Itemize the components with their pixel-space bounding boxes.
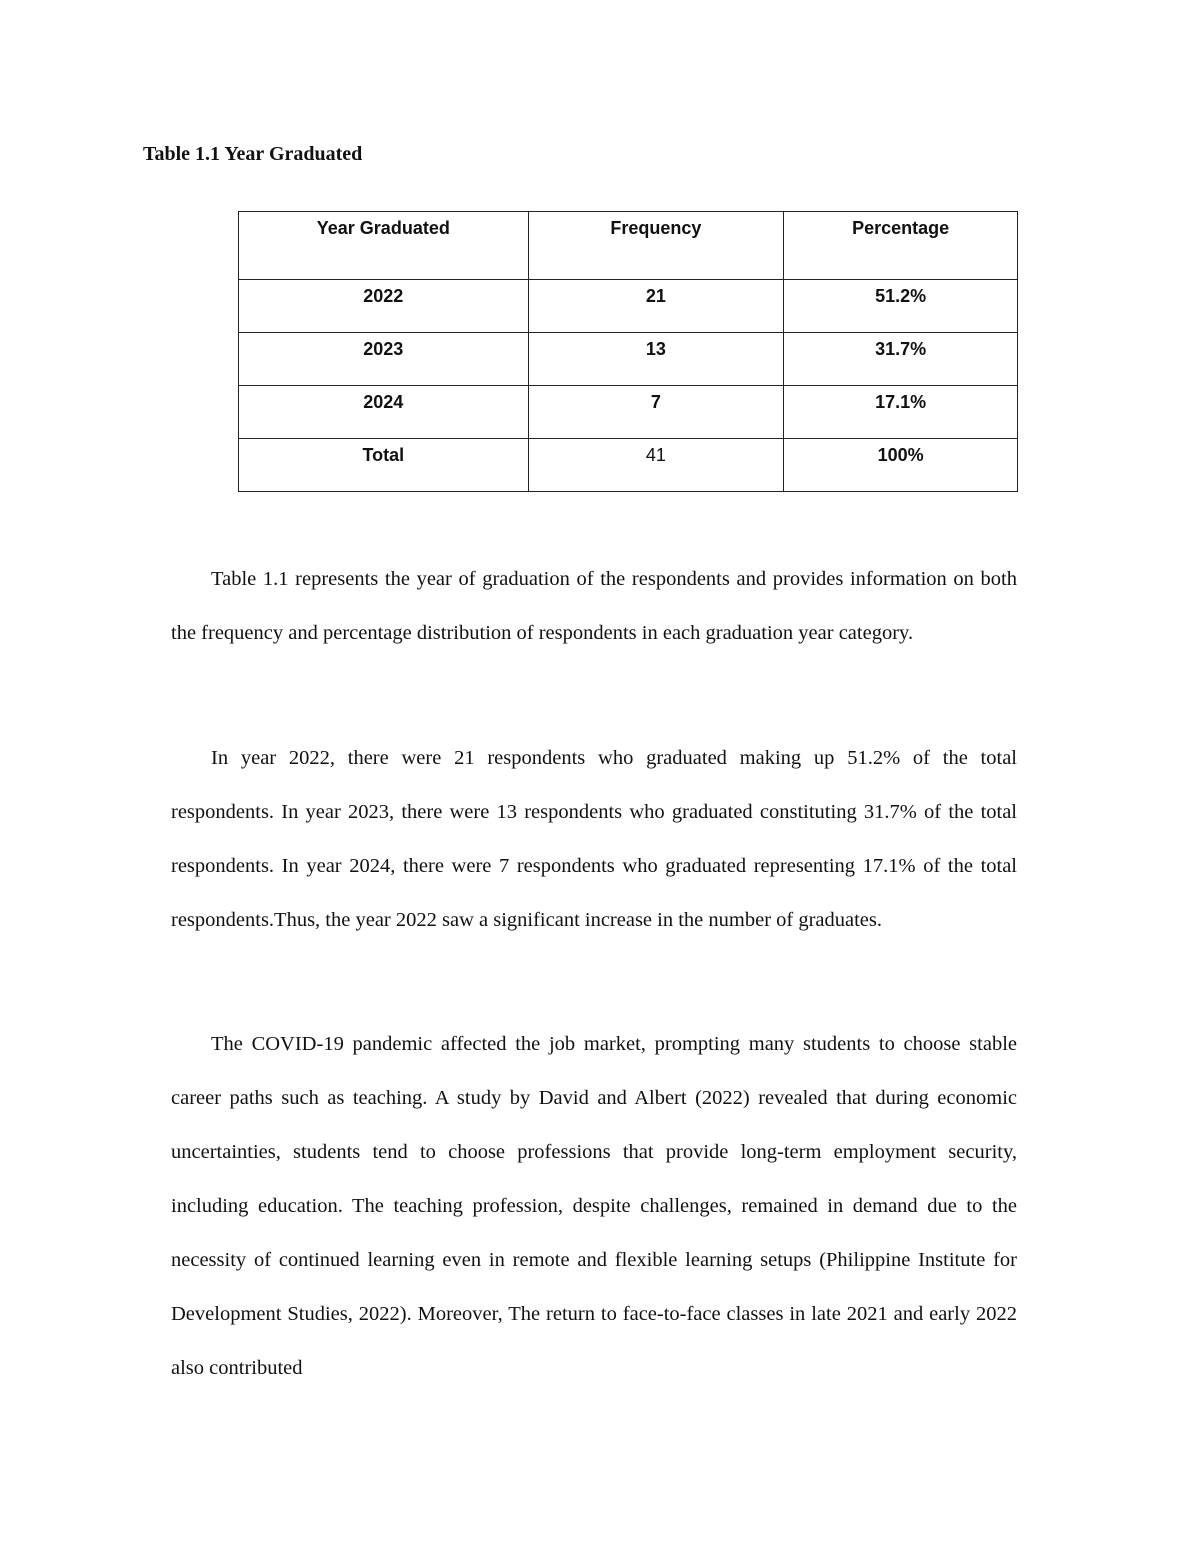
paragraph-yearly-breakdown: In year 2022, there were 21 respondents who graduated making up 51.2% of the total respondents. In year 2023, there were 13 respondents who graduated constituting 31.7% of the total respondents. In year 2024, there were 7 respondents who graduated representing 17.1% of the total respondents.Thus, the year 2022 saw a significant increase in the number of graduates. xyxy=(171,747,1017,931)
cell-year: 2023 xyxy=(239,333,529,386)
cell-percentage: 31.7% xyxy=(784,333,1018,386)
table-row xyxy=(239,280,1018,333)
cell-frequency: 7 xyxy=(528,386,784,439)
cell-total-percentage: 100% xyxy=(784,439,1018,492)
cell-total-label: Total xyxy=(239,439,529,492)
table-title: Table 1.1 Year Graduated xyxy=(143,143,363,165)
cell-percentage: 51.2% xyxy=(784,280,1018,333)
header-year-graduated: Year Graduated xyxy=(239,212,529,280)
cell-frequency: 21 xyxy=(528,280,784,333)
table-row xyxy=(239,333,1018,386)
paragraph-covid-context: The COVID-19 pandemic affected the job market, prompting many students to choose stable career paths such as teaching. A study by David and Albert (2022) revealed that during economic uncertainties, students tend to choose professions that provide long-term employment security, including education. The teaching profession, despite challenges, remained in demand due to the necessity of continued learning even in remote and flexible learning setups (Philippine Institute for Development Studies, 2022). Moreover, The return to face-to-face classes in late 2021 and early 2022 also contributed xyxy=(171,1033,1017,1379)
cell-year: 2024 xyxy=(239,386,529,439)
year-graduated-table xyxy=(238,211,1018,492)
paragraph-table-description: Table 1.1 represents the year of graduation of the respondents and provides information on both the frequency and percentage distribution of respondents in each graduation year category. xyxy=(171,568,1017,644)
cell-year: 2022 xyxy=(239,280,529,333)
header-frequency: Frequency xyxy=(528,212,784,280)
cell-percentage: 17.1% xyxy=(784,386,1018,439)
cell-frequency: 13 xyxy=(528,333,784,386)
table-total-row xyxy=(239,439,1018,492)
table-header-row xyxy=(239,212,1018,280)
table-row xyxy=(239,386,1018,439)
cell-total-frequency: 41 xyxy=(528,439,784,492)
header-percentage: Percentage xyxy=(784,212,1018,280)
